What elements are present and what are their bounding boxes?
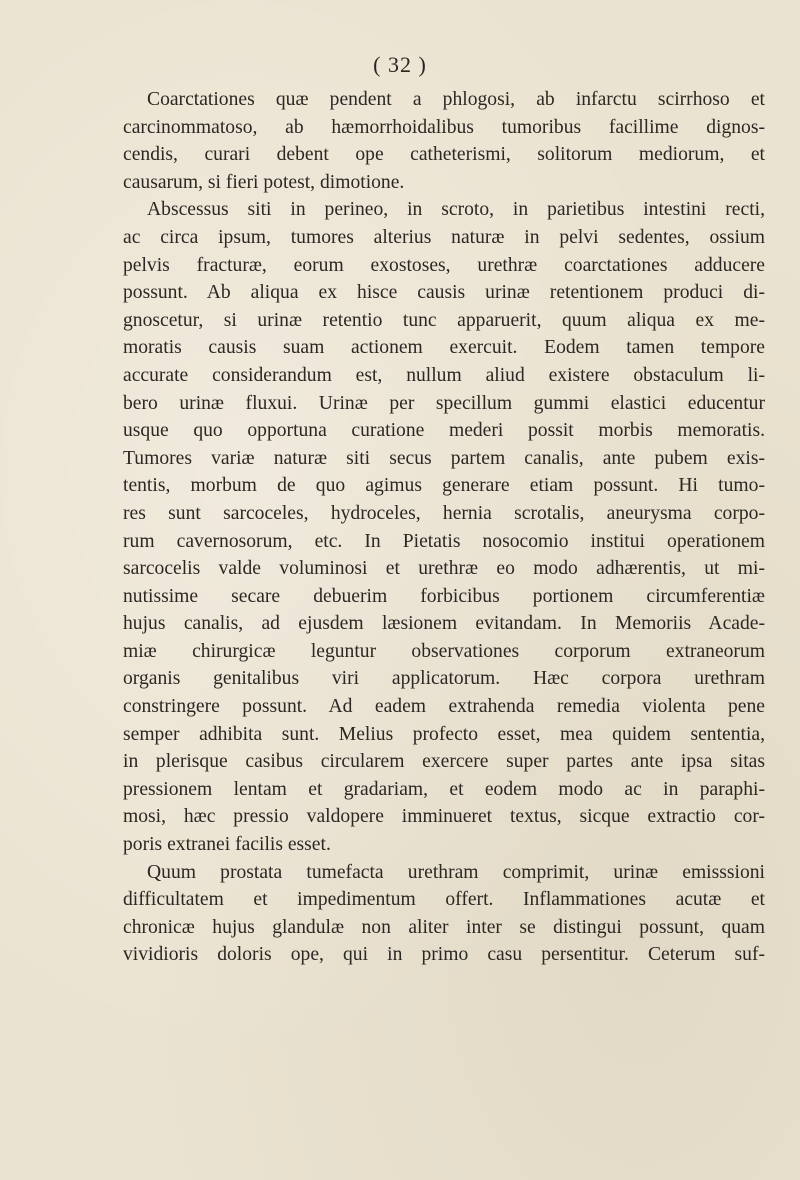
text-line: Tumores variæ naturæ siti secus partem canalis, ante pubem exis- — [123, 447, 765, 469]
text-line: chronicæ hujus glandulæ non aliter inter se distingui possunt, quam — [123, 916, 765, 938]
text-line: Abscessus siti in perineo, in scroto, in parietibus intestini recti, — [147, 199, 765, 221]
text-line: bero urinæ fluxui. Urinæ per specillum gummi elastici educentur — [123, 392, 765, 414]
text-line: mosi, hæc pressio valdopere imminueret textus, sicque extractio cor- — [123, 806, 765, 828]
text-line: poris extranei facilis esset. — [123, 834, 331, 856]
text-line: usque quo opportuna curatione mederi possit morbis memoratis. — [123, 420, 765, 442]
text-line: carcinommatoso, ab hæmorrhoidalibus tumoribus facillime dignos- — [123, 116, 765, 138]
text-line: Quum prostata tumefacta urethram comprimit, urinæ emisssioni — [147, 861, 765, 883]
body-text — [123, 86, 765, 969]
text-line: causarum, si fieri potest, dimotione. — [123, 171, 405, 193]
text-line: pelvis fracturæ, eorum exostoses, urethræ coarctationes adducere — [123, 254, 765, 276]
text-line: moratis causis suam actionem exercuit. Eodem tamen tempore — [123, 337, 765, 359]
text-line: accurate considerandum est, nullum aliud existere obstaculum li- — [123, 364, 765, 386]
text-line: hujus canalis, ad ejusdem læsionem evitandam. In Memoriis Acade- — [123, 613, 765, 635]
page-number: ( 32 ) — [373, 52, 427, 77]
text-line: vividioris doloris ope, qui in primo casu persentitur. Ceterum suf- — [123, 944, 765, 966]
text-line: Coarctationes quæ pendent a phlogosi, ab infarctu scirrhoso et — [147, 89, 765, 110]
text-line: sarcocelis valde voluminosi et urethræ eo modo adhærentis, ut mi- — [123, 558, 765, 580]
text-line: in plerisque casibus circularem exercere super partes ante ipsa sitas — [123, 751, 765, 773]
text-line: difficultatem et impedimentum offert. Inflammationes acutæ et — [123, 889, 765, 911]
text-line: rum cavernosorum, etc. In Pietatis nosocomio institui operationem — [123, 530, 765, 552]
text-line: tentis, morbum de quo agimus generare etiam possunt. Hi tumo- — [123, 475, 765, 497]
text-line: possunt. Ab aliqua ex hisce causis urinæ retentionem produci di- — [123, 282, 765, 304]
text-line: cendis, curari debent ope catheterismi, solitorum mediorum, et — [123, 144, 765, 166]
text-line: miæ chirurgicæ leguntur observationes corporum extraneorum — [123, 640, 765, 662]
text-line: ac circa ipsum, tumores alterius naturæ in pelvi sedentes, ossium — [123, 226, 765, 248]
text-line: gnoscetur, si urinæ retentio tunc apparuerit, quum aliqua ex me- — [123, 309, 765, 331]
text-line: nutissime secare debuerim forbicibus portionem circumferentiæ — [123, 585, 765, 607]
text-line: pressionem lentam et gradariam, et eodem modo ac in paraphi- — [123, 778, 765, 800]
text-line: semper adhibita sunt. Melius profecto esset, mea quidem sententia, — [123, 723, 765, 745]
text-line: constringere possunt. Ad eadem extrahenda remedia violenta pene — [123, 696, 765, 718]
text-line: res sunt sarcoceles, hydroceles, hernia scrotalis, aneurysma corpo- — [123, 502, 765, 524]
text-line: organis genitalibus viri applicatorum. Hæc corpora urethram — [123, 668, 765, 690]
